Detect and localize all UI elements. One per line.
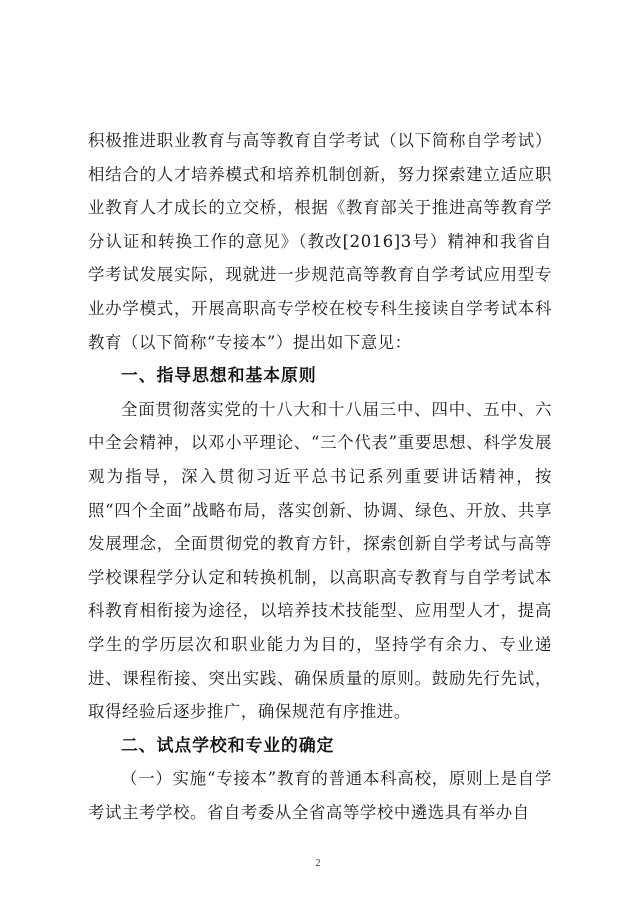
page-number: 2 xyxy=(315,858,321,869)
section-heading-pilot-schools: 二、试点学校和专业的确定 xyxy=(121,734,335,755)
body-paragraph-guiding-principles: 全面贯彻落实党的十八大和十八届三中、四中、五中、六中全会精神，以邓小平理论、“三个代表”重要思想、科学发展观为指导，深入贯彻习近平总书记系列重要讲话精神，按照“四个全面”战略布局，落实创新、协调、绿色、开放、共享发展理念，全面贯彻党的教育方针，探索创新自学考试与高等学校课程学分认定和转换机制，以高职高专教育与自学考试本科教育相衔接为途径，以培养技术技能型、应用型人才，提高学生的学历层次和职业能力为目的，坚持学有余力、专业递进、课程衔接、突出实践、确保质量的原则。鼓励先行先试，取得经验后逐步推广，确保规范有序推进。 xyxy=(88,399,552,722)
body-paragraph-intro: 积极推进职业教育与高等教育自学考试（以下简称自学考试）相结合的人才培养模式和培养机制创新，努力探索建立适应职业教育人才成长的立交桥，根据《教育部关于推进高等教育学分认证和转换工作的意见》（教改[2016]3号）精神和我省自学考试发展实际，现就进一步规范高等教育自学考试应用型专业办学模式，开展高职高专学校在校专科生接读自学考试本科教育（以下简称“专接本”）提出如下意见： xyxy=(88,131,552,352)
body-paragraph-pilot-schools: （一）实施“专接本”教育的普通本科高校，原则上是自学考试主考学校。省自考委从全省高等学校中遴选具有举办自 xyxy=(88,769,552,822)
section-heading-guiding-principles: 一、指导思想和基本原则 xyxy=(121,365,317,386)
document-body xyxy=(88,124,552,829)
